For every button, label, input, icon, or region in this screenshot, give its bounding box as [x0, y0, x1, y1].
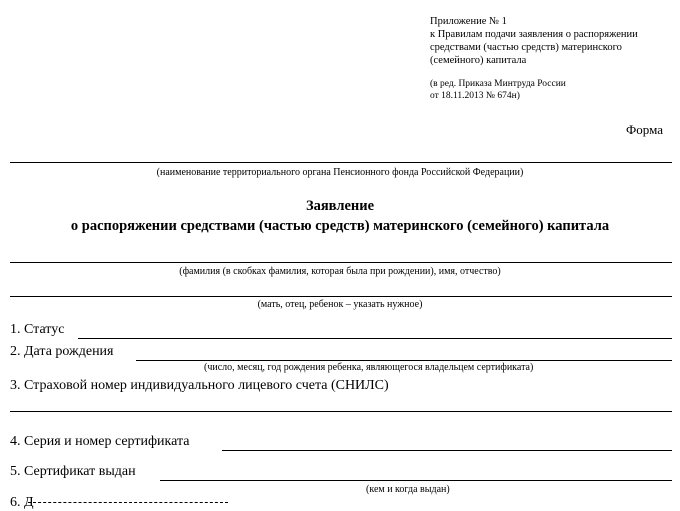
- appendix-edition-1: (в ред. Приказа Минтруда России: [430, 79, 566, 89]
- snils-field[interactable]: [10, 411, 672, 412]
- appendix-line-4: (семейного) капитала: [430, 55, 527, 66]
- status-field[interactable]: [78, 338, 672, 339]
- birth-date-label: 2. Дата рождения: [10, 344, 114, 359]
- role-hint: (мать, отец, ребенок – указать нужное): [257, 299, 423, 310]
- page-title: Заявление: [305, 198, 375, 214]
- pension-fund-hint: (наименование территориального органа Пенсионного фонда Российской Федерации): [156, 167, 524, 178]
- issued-by-label: 5. Сертификат выдан: [10, 464, 136, 479]
- item-6-label: 6. Д: [10, 495, 34, 510]
- certificate-label: 4. Серия и номер сертификата: [10, 434, 190, 449]
- pension-fund-line[interactable]: [10, 162, 672, 163]
- birth-date-field[interactable]: [136, 360, 672, 361]
- certificate-field[interactable]: [222, 450, 672, 451]
- birth-date-hint: (число, месяц, год рождения ребенка, являющегося владельцем сертификата): [204, 362, 534, 373]
- issued-by-field[interactable]: [160, 480, 672, 481]
- snils-label: 3. Страховой номер индивидуального лицевого счета (СНИЛС): [10, 378, 389, 393]
- appendix-edition-2: от 18.11.2013 № 674н): [430, 91, 520, 101]
- full-name-line[interactable]: [10, 262, 672, 263]
- issued-by-hint: (кем и когда выдан): [366, 484, 450, 495]
- appendix-line-2: к Правилам подачи заявления о распоряжении: [430, 29, 638, 40]
- form-label: Форма: [626, 122, 663, 137]
- appendix-line-1: Приложение № 1: [430, 16, 507, 27]
- status-label: 1. Статус: [10, 322, 65, 337]
- page-subtitle: о распоряжении средствами (частью средств) материнского (семейного) капитала: [70, 218, 610, 234]
- appendix-line-3: средствами (частью средств) материнского: [430, 42, 622, 53]
- role-line[interactable]: [10, 296, 672, 297]
- full-name-hint: (фамилия (в скобках фамилия, которая была при рождении), имя, отчество): [179, 266, 501, 277]
